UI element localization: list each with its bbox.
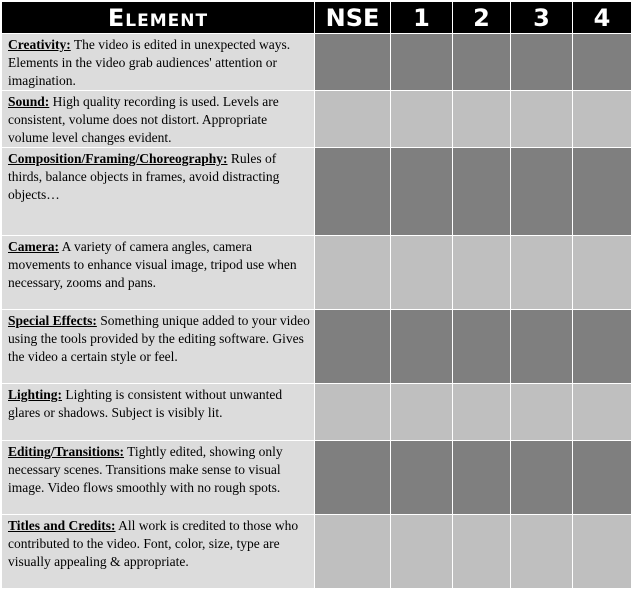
score-cell-3[interactable] xyxy=(511,34,573,91)
score-cell-4[interactable] xyxy=(573,34,631,91)
header-element: Element xyxy=(2,2,315,34)
row-text: A variety of camera angles, camera movements to enhance visual image, tripod use when necessary, zooms and pans. xyxy=(8,239,297,290)
score-cell-3[interactable] xyxy=(511,384,573,441)
header-nse: NSE xyxy=(315,2,391,34)
score-cell-1[interactable] xyxy=(391,384,453,441)
score-cell-2[interactable] xyxy=(453,310,511,384)
rubric-row-camera xyxy=(2,236,631,310)
row-text: Rules of thirds, balance objects in frames, avoid distracting objects… xyxy=(8,151,280,202)
score-cell-4[interactable] xyxy=(573,441,631,515)
row-term: Camera: xyxy=(8,239,59,254)
score-cell-2[interactable] xyxy=(453,91,511,148)
score-cell-nse[interactable] xyxy=(315,148,391,236)
score-cell-1[interactable] xyxy=(391,34,453,91)
score-cell-3[interactable] xyxy=(511,515,573,589)
score-cell-2[interactable] xyxy=(453,441,511,515)
row-text: The video is edited in unexpected ways. Elements in the video grab audiences' attention or imagination. xyxy=(8,37,291,88)
header-score-2: 2 xyxy=(453,2,511,34)
row-term: Creativity: xyxy=(8,37,71,52)
score-cell-3[interactable] xyxy=(511,236,573,310)
rubric-row-composition xyxy=(2,148,631,236)
row-description xyxy=(2,236,315,310)
rubric-row-creativity xyxy=(2,34,631,91)
header-score-1: 1 xyxy=(391,2,453,34)
score-cell-2[interactable] xyxy=(453,236,511,310)
row-text: High quality recording is used. Levels are consistent, volume does not distort. Appropriate volume level changes evident. xyxy=(8,94,279,145)
row-text: Lighting is consistent without unwanted glares or shadows. Subject is visibly lit. xyxy=(8,387,283,420)
score-cell-3[interactable] xyxy=(511,91,573,148)
score-cell-1[interactable] xyxy=(391,91,453,148)
score-cell-1[interactable] xyxy=(391,310,453,384)
rubric-row-editing xyxy=(2,441,631,515)
header-score-4: 4 xyxy=(573,2,631,34)
score-cell-1[interactable] xyxy=(391,236,453,310)
row-description xyxy=(2,384,315,441)
score-cell-4[interactable] xyxy=(573,515,631,589)
score-cell-1[interactable] xyxy=(391,515,453,589)
row-description xyxy=(2,441,315,515)
score-cell-nse[interactable] xyxy=(315,310,391,384)
score-cell-3[interactable] xyxy=(511,148,573,236)
score-cell-2[interactable] xyxy=(453,34,511,91)
score-cell-2[interactable] xyxy=(453,148,511,236)
score-cell-nse[interactable] xyxy=(315,384,391,441)
row-description xyxy=(2,310,315,384)
score-cell-1[interactable] xyxy=(391,148,453,236)
rubric-row-lighting xyxy=(2,384,631,441)
row-text: All work is credited to those who contributed to the video. Font, color, size, type are visually appealing & appropriate. xyxy=(8,518,299,569)
row-description xyxy=(2,515,315,589)
score-cell-nse[interactable] xyxy=(315,91,391,148)
header-score-3: 3 xyxy=(511,2,573,34)
score-cell-nse[interactable] xyxy=(315,236,391,310)
row-term: Special Effects: xyxy=(8,313,97,328)
score-cell-4[interactable] xyxy=(573,310,631,384)
score-cell-1[interactable] xyxy=(391,441,453,515)
score-cell-4[interactable] xyxy=(573,384,631,441)
row-term: Editing/Transitions: xyxy=(8,444,125,459)
rubric-table xyxy=(1,1,631,589)
score-cell-nse[interactable] xyxy=(315,34,391,91)
rubric-row-sound xyxy=(2,91,631,148)
row-term: Lighting: xyxy=(8,387,63,402)
row-description xyxy=(2,91,315,148)
score-cell-2[interactable] xyxy=(453,384,511,441)
rubric-row-special-effects xyxy=(2,310,631,384)
row-term: Titles and Credits: xyxy=(8,518,116,533)
score-cell-4[interactable] xyxy=(573,91,631,148)
score-cell-3[interactable] xyxy=(511,310,573,384)
score-cell-nse[interactable] xyxy=(315,441,391,515)
row-text: Something unique added to your video using the tools provided by the editing software. Gives the video a certain style or feel. xyxy=(8,313,310,364)
row-term: Sound: xyxy=(8,94,50,109)
row-text: Tightly edited, showing only necessary scenes. Transitions make sense to visual image. Video flows smoothly with no rough spots. xyxy=(8,444,283,495)
score-cell-4[interactable] xyxy=(573,236,631,310)
score-cell-4[interactable] xyxy=(573,148,631,236)
header-row xyxy=(2,2,631,34)
rubric-row-titles-credits xyxy=(2,515,631,589)
score-cell-3[interactable] xyxy=(511,441,573,515)
score-cell-2[interactable] xyxy=(453,515,511,589)
row-description xyxy=(2,34,315,91)
row-description xyxy=(2,148,315,236)
score-cell-nse[interactable] xyxy=(315,515,391,589)
row-term: Composition/Framing/Choreography: xyxy=(8,151,228,166)
